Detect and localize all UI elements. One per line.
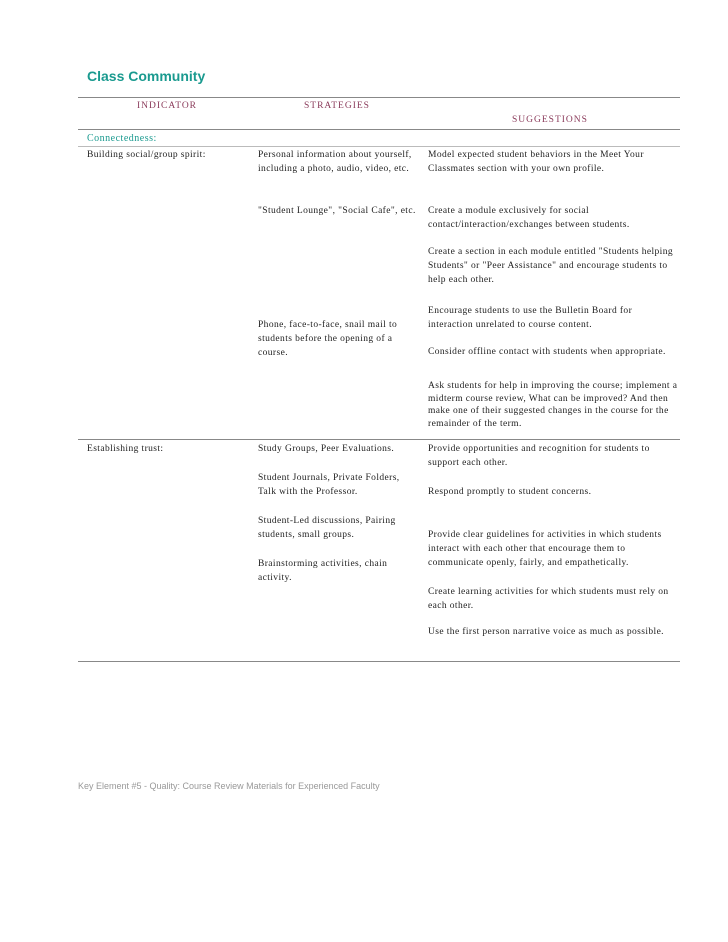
row2-strategy-1: Study Groups, Peer Evaluations. [258, 444, 395, 454]
header-indicator: INDICATOR [137, 101, 198, 111]
page-footer: Key Element #5 - Quality: Course Review Materials for Experienced Faculty [78, 781, 380, 791]
row1-suggestion-6: Ask students for help in improving the course; implement a midterm course review, What can be improved? And then make one of their suggested changes in the course for the remainder of the term. [428, 381, 678, 429]
row1-suggestion-2: Create a module exclusively for social contact/interaction/exchanges between students. [428, 206, 630, 230]
row1-suggestion-3: Create a section in each module entitled "Students helping Students" or "Peer Assistance" and encourage students to help each other. [428, 247, 673, 285]
section-rule [78, 146, 680, 147]
page-title: Class Community [87, 68, 206, 84]
row2-suggestion-3: Provide clear guidelines for activities in which students interact with each other that encourage them to communicate openly, fairly, and empathetically. [428, 530, 662, 568]
row1-strategy-3: Phone, face-to-face, snail mail to students before the opening of a course. [258, 320, 398, 358]
header-suggestions: SUGGESTIONS [512, 115, 588, 125]
row1-indicator: Building social/group spirit: [87, 150, 206, 160]
row1-suggestion-4: Encourage students to use the Bulletin Board for interaction unrelated to course content. [428, 306, 633, 330]
row2-strategy-3: Student-Led discussions, Pairing students, small groups. [258, 516, 396, 540]
row2-suggestion-2: Respond promptly to student concerns. [428, 487, 592, 497]
header-strategies: STRATEGIES [304, 101, 370, 111]
row1-suggestion-1: Model expected student behaviors in the Meet Your Classmates section with your own profile. [428, 150, 644, 174]
row2-strategy-2: Student Journals, Private Folders, Talk with the Professor. [258, 473, 400, 497]
row-divider [78, 439, 680, 440]
header-rule [78, 129, 680, 130]
row2-indicator: Establishing trust: [87, 444, 164, 454]
row2-strategy-4: Brainstorming activities, chain activity. [258, 559, 388, 583]
section-label: Connectedness: [87, 133, 157, 144]
row1-strategy-2: "Student Lounge", "Social Cafe", etc. [258, 206, 416, 216]
row1-strategy-1: Personal information about yourself, including a photo, audio, video, etc. [258, 150, 412, 174]
row2-suggestion-4: Create learning activities for which students must rely on each other. [428, 587, 669, 611]
table-top-rule [78, 97, 680, 98]
table-bottom-rule [78, 661, 680, 662]
row2-suggestion-5: Use the first person narrative voice as much as possible. [428, 627, 664, 637]
row2-suggestion-1: Provide opportunities and recognition for students to support each other. [428, 444, 650, 468]
row1-suggestion-5: Consider offline contact with students when appropriate. [428, 347, 666, 357]
